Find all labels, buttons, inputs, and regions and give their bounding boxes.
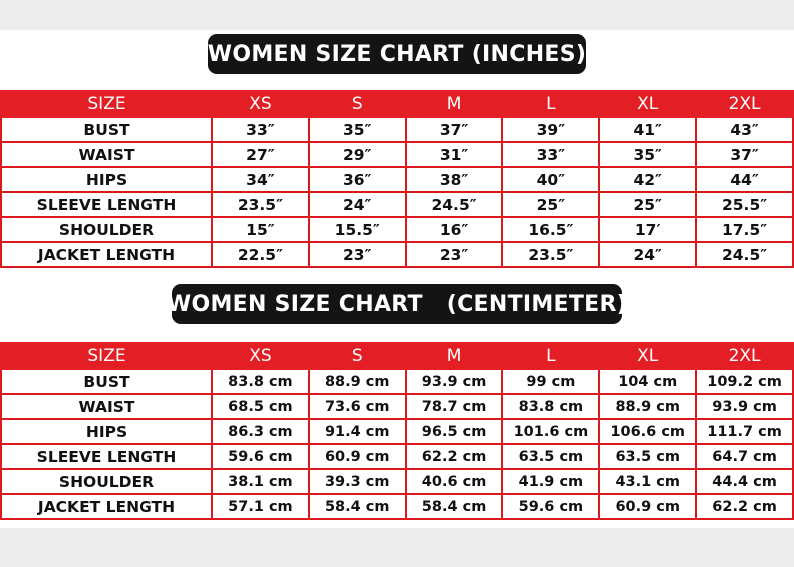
table-cell: 78.7 cm: [406, 394, 503, 419]
table-cell: 17′: [599, 217, 696, 242]
centimeter-chart-title: WOMEN SIZE CHART (CENTIMETER): [172, 284, 622, 324]
table-cell: 33″: [502, 142, 599, 167]
size-chart-sheet: [0, 30, 794, 528]
row-label: SHOULDER: [1, 469, 212, 494]
table-cell: 24.5″: [406, 192, 503, 217]
table-cell: 16″: [406, 217, 503, 242]
table-cell: 99 cm: [502, 369, 599, 394]
table-cell: 39.3 cm: [309, 469, 406, 494]
inches-chart-title: WOMEN SIZE CHART (INCHES): [208, 34, 586, 74]
table-cell: 64.7 cm: [696, 444, 793, 469]
table-row: [1, 469, 793, 494]
header-cell-xs: XS: [212, 343, 309, 369]
table-cell: 73.6 cm: [309, 394, 406, 419]
table-cell: 23.5″: [212, 192, 309, 217]
row-label: WAIST: [1, 142, 212, 167]
table-cell: 37″: [406, 117, 503, 142]
row-label: WAIST: [1, 394, 212, 419]
table-cell: 63.5 cm: [599, 444, 696, 469]
table-cell: 15.5″: [309, 217, 406, 242]
table-cell: 25.5″: [696, 192, 793, 217]
table-cell: 60.9 cm: [309, 444, 406, 469]
table-cell: 58.4 cm: [406, 494, 503, 519]
table-cell: 93.9 cm: [696, 394, 793, 419]
table-header-row: [1, 343, 793, 369]
table-cell: 22.5″: [212, 242, 309, 267]
table-cell: 83.8 cm: [502, 394, 599, 419]
header-cell-xs: XS: [212, 91, 309, 117]
table-cell: 59.6 cm: [212, 444, 309, 469]
table-cell: 41″: [599, 117, 696, 142]
table-cell: 104 cm: [599, 369, 696, 394]
row-label: HIPS: [1, 167, 212, 192]
table-cell: 33″: [212, 117, 309, 142]
table-cell: 106.6 cm: [599, 419, 696, 444]
table-cell: 62.2 cm: [406, 444, 503, 469]
row-label: SHOULDER: [1, 217, 212, 242]
table-row: [1, 167, 793, 192]
table-cell: 86.3 cm: [212, 419, 309, 444]
table-cell: 24″: [599, 242, 696, 267]
header-cell-s: S: [309, 91, 406, 117]
table-row: [1, 242, 793, 267]
table-row: [1, 217, 793, 242]
table-cell: 39″: [502, 117, 599, 142]
table-cell: 44.4 cm: [696, 469, 793, 494]
table-cell: 35″: [599, 142, 696, 167]
table-cell: 58.4 cm: [309, 494, 406, 519]
table-cell: 23″: [406, 242, 503, 267]
table-cell: 101.6 cm: [502, 419, 599, 444]
table-cell: 16.5″: [502, 217, 599, 242]
table-row: [1, 142, 793, 167]
header-cell-s: S: [309, 343, 406, 369]
row-label: JACKET LENGTH: [1, 242, 212, 267]
table-cell: 43.1 cm: [599, 469, 696, 494]
table-cell: 83.8 cm: [212, 369, 309, 394]
table-cell: 37″: [696, 142, 793, 167]
table-cell: 38″: [406, 167, 503, 192]
table-cell: 41.9 cm: [502, 469, 599, 494]
table-cell: 27″: [212, 142, 309, 167]
table-cell: 24″: [309, 192, 406, 217]
table-cell: 68.5 cm: [212, 394, 309, 419]
table-cell: 23.5″: [502, 242, 599, 267]
table-cell: 93.9 cm: [406, 369, 503, 394]
table-row: [1, 192, 793, 217]
table-cell: 88.9 cm: [309, 369, 406, 394]
table-row: [1, 369, 793, 394]
header-cell-l: L: [502, 91, 599, 117]
table-cell: 88.9 cm: [599, 394, 696, 419]
inches-size-table: [0, 90, 794, 268]
header-cell-2xl: 2XL: [696, 343, 793, 369]
table-row: [1, 419, 793, 444]
row-label: BUST: [1, 369, 212, 394]
table-cell: 57.1 cm: [212, 494, 309, 519]
table-cell: 38.1 cm: [212, 469, 309, 494]
row-label: HIPS: [1, 419, 212, 444]
row-label: BUST: [1, 117, 212, 142]
header-cell-size: SIZE: [1, 91, 212, 117]
table-cell: 42″: [599, 167, 696, 192]
row-label: SLEEVE LENGTH: [1, 192, 212, 217]
table-cell: 43″: [696, 117, 793, 142]
table-row: [1, 494, 793, 519]
table-cell: 25″: [599, 192, 696, 217]
table-row: [1, 117, 793, 142]
table-cell: 36″: [309, 167, 406, 192]
header-cell-m: M: [406, 343, 503, 369]
table-cell: 23″: [309, 242, 406, 267]
table-cell: 40″: [502, 167, 599, 192]
table-cell: 96.5 cm: [406, 419, 503, 444]
table-cell: 31″: [406, 142, 503, 167]
row-label: JACKET LENGTH: [1, 494, 212, 519]
header-cell-xl: XL: [599, 343, 696, 369]
table-header-row: [1, 91, 793, 117]
table-cell: 24.5″: [696, 242, 793, 267]
table-cell: 25″: [502, 192, 599, 217]
table-cell: 91.4 cm: [309, 419, 406, 444]
table-row: [1, 444, 793, 469]
table-cell: 35″: [309, 117, 406, 142]
header-cell-2xl: 2XL: [696, 91, 793, 117]
table-cell: 109.2 cm: [696, 369, 793, 394]
table-cell: 15″: [212, 217, 309, 242]
table-cell: 40.6 cm: [406, 469, 503, 494]
header-cell-xl: XL: [599, 91, 696, 117]
table-cell: 60.9 cm: [599, 494, 696, 519]
row-label: SLEEVE LENGTH: [1, 444, 212, 469]
header-cell-l: L: [502, 343, 599, 369]
table-cell: 63.5 cm: [502, 444, 599, 469]
centimeter-size-table: [0, 342, 794, 520]
table-cell: 62.2 cm: [696, 494, 793, 519]
table-cell: 29″: [309, 142, 406, 167]
table-cell: 111.7 cm: [696, 419, 793, 444]
table-cell: 34″: [212, 167, 309, 192]
table-cell: 44″: [696, 167, 793, 192]
table-row: [1, 394, 793, 419]
table-cell: 59.6 cm: [502, 494, 599, 519]
header-cell-size: SIZE: [1, 343, 212, 369]
table-cell: 17.5″: [696, 217, 793, 242]
header-cell-m: M: [406, 91, 503, 117]
